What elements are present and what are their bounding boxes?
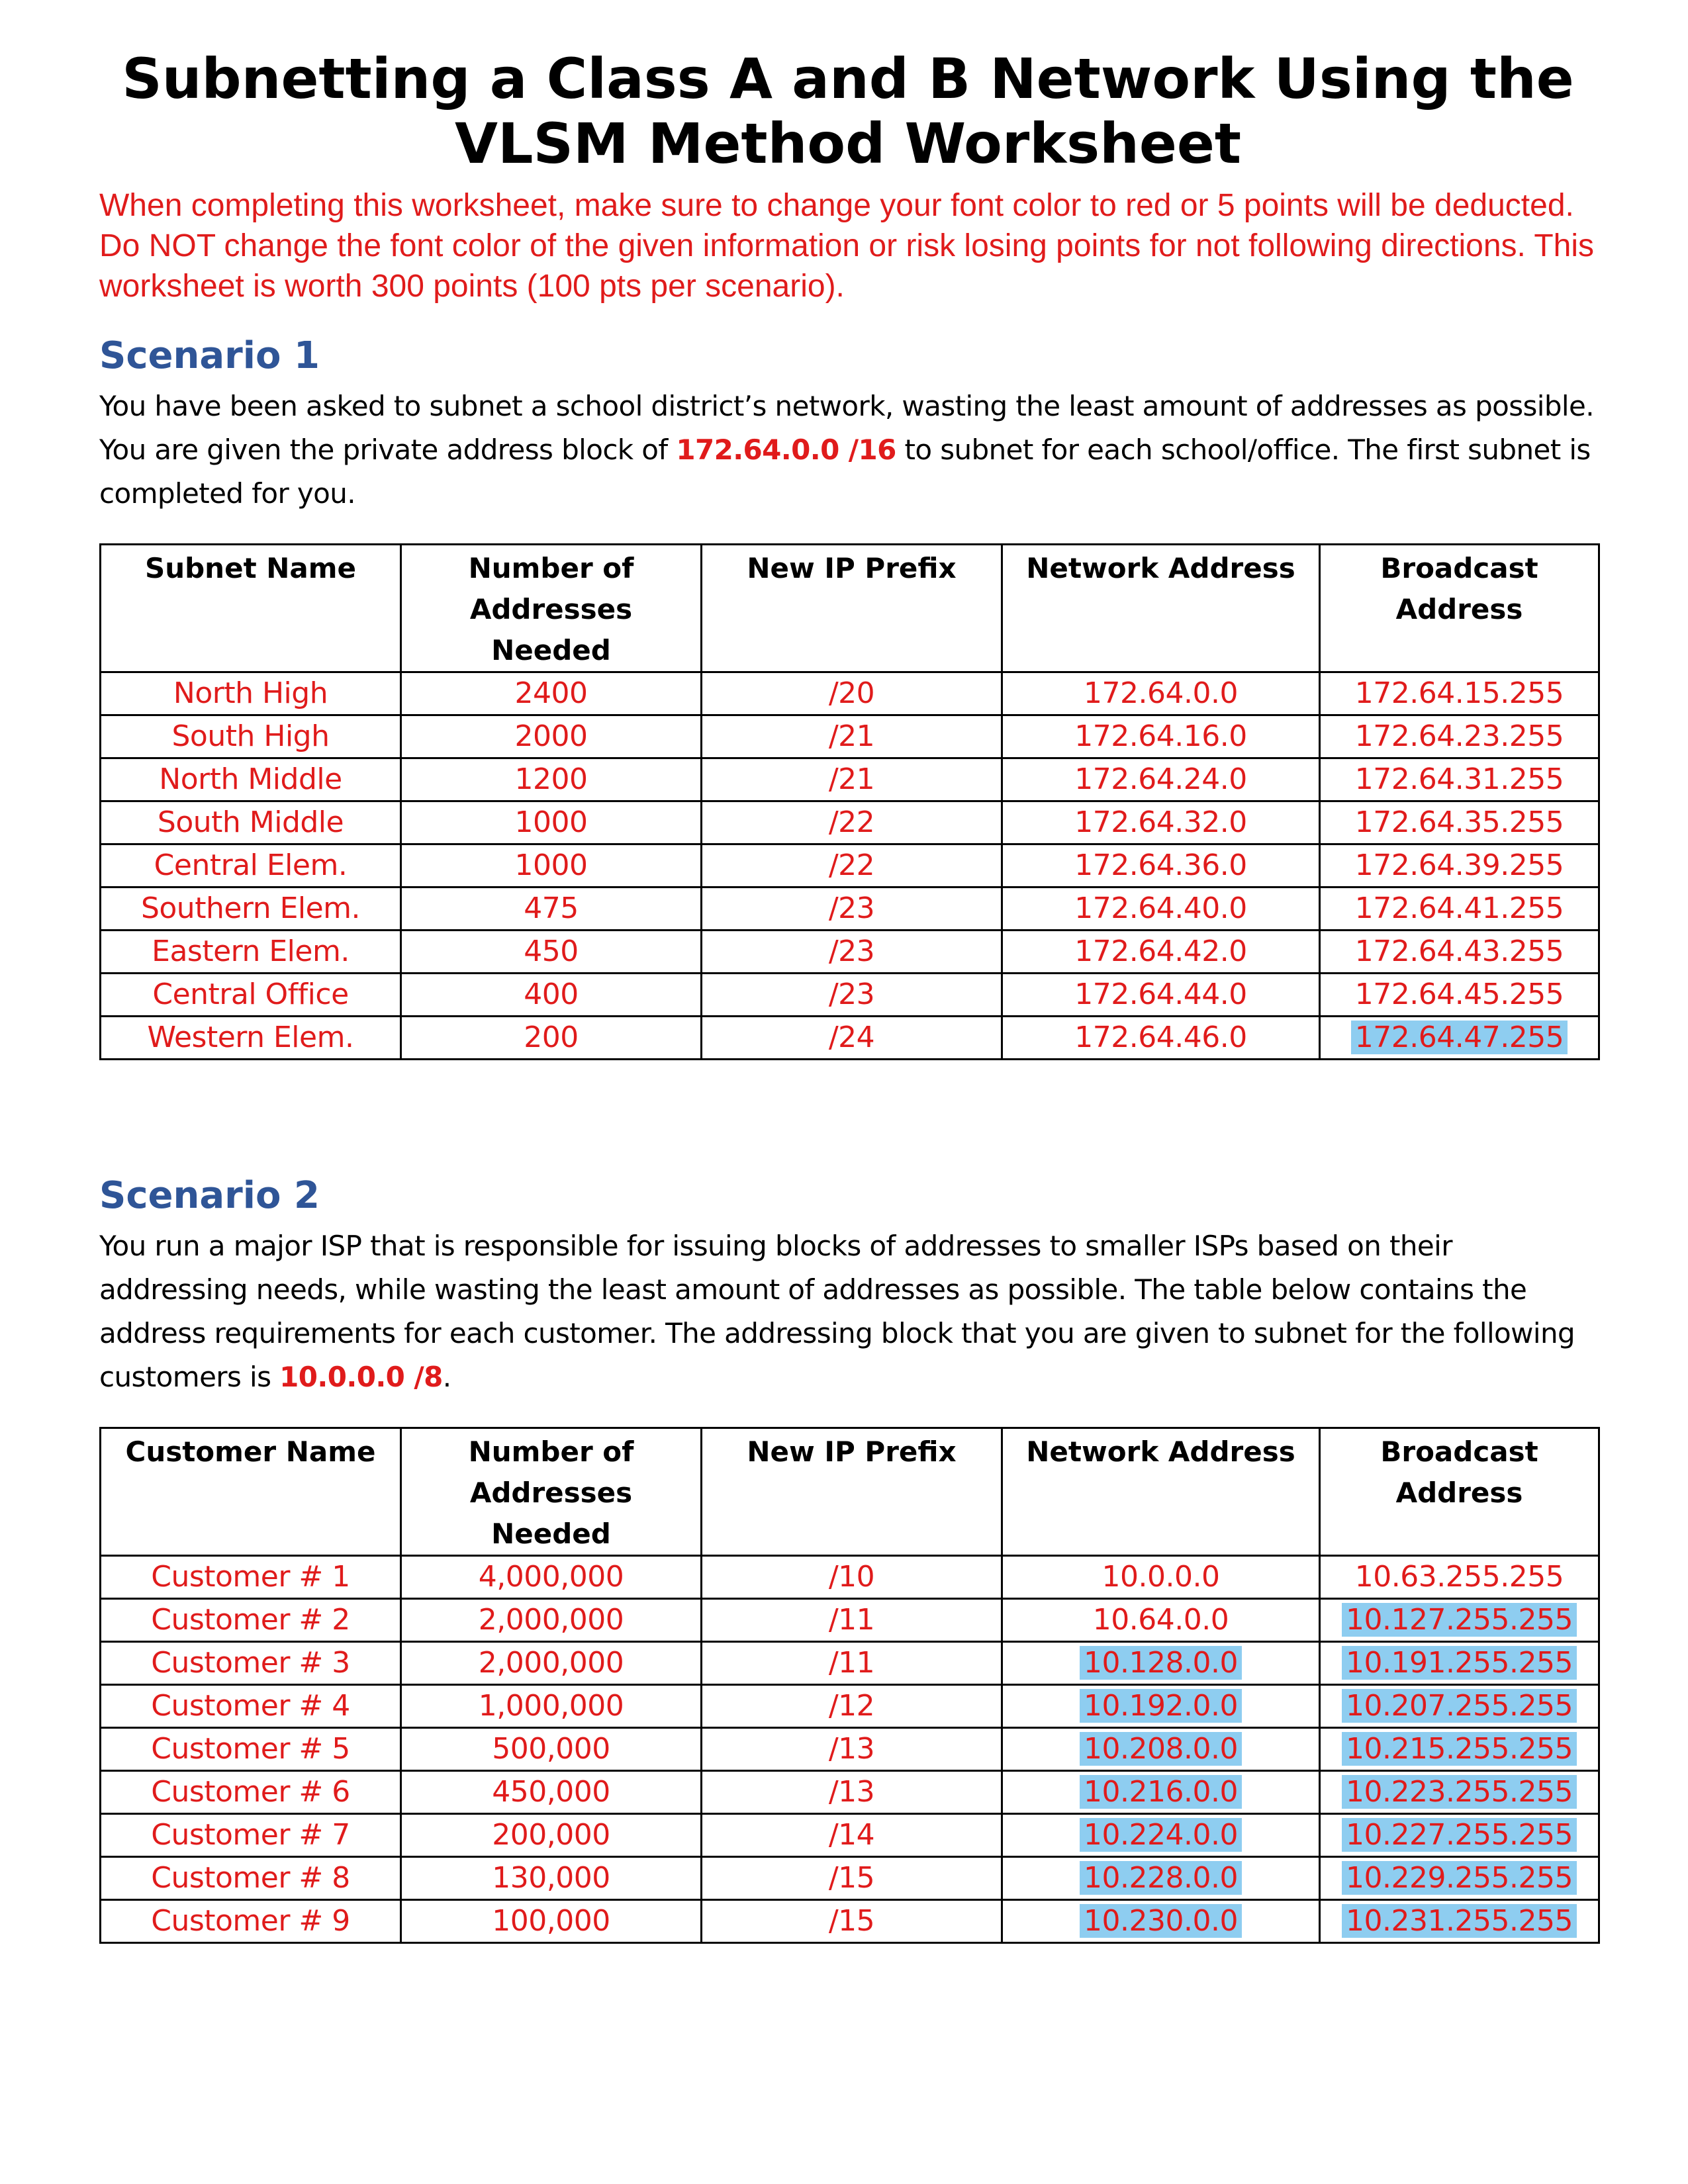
table-row bbox=[101, 801, 1599, 844]
table-cell[interactable]: 172.64.40.0 bbox=[1002, 887, 1320, 931]
table-cell[interactable] bbox=[1002, 1857, 1320, 1900]
table-cell[interactable]: 10.0.0.0 bbox=[1002, 1556, 1320, 1599]
selected-text[interactable]: 10.223.255.255 bbox=[1342, 1775, 1577, 1809]
scenario-1-text-after: to subnet for each school/office. The first subnet is completed for you. bbox=[99, 433, 1591, 510]
table-cell[interactable]: 172.64.39.255 bbox=[1320, 844, 1599, 887]
selected-text[interactable]: 10.224.0.0 bbox=[1080, 1818, 1242, 1852]
table-cell[interactable]: 4,000,000 bbox=[401, 1556, 702, 1599]
table-cell[interactable]: 450 bbox=[401, 931, 702, 974]
table-cell[interactable]: /21 bbox=[702, 758, 1002, 801]
table-row bbox=[101, 715, 1599, 758]
table-cell[interactable] bbox=[1320, 1771, 1599, 1814]
table-row bbox=[101, 672, 1599, 715]
table-row bbox=[101, 1685, 1599, 1728]
table-row bbox=[101, 1599, 1599, 1642]
table-cell[interactable]: 172.64.42.0 bbox=[1002, 931, 1320, 974]
table-cell[interactable]: South Middle bbox=[101, 801, 401, 844]
table-cell[interactable]: 200,000 bbox=[401, 1814, 702, 1857]
table-cell[interactable]: 2,000,000 bbox=[401, 1599, 702, 1642]
table-cell[interactable]: /12 bbox=[702, 1685, 1002, 1728]
table-row bbox=[101, 1556, 1599, 1599]
table-cell[interactable]: South High bbox=[101, 715, 401, 758]
selected-text[interactable]: 172.64.47.255 bbox=[1351, 1021, 1568, 1054]
column-header: Number of Addresses Needed bbox=[401, 545, 702, 672]
table-cell[interactable]: 500,000 bbox=[401, 1728, 702, 1771]
instructions-text: When completing this worksheet, make sure to change your font color to red or 5 points will be deducted. Do NOT change the font color of the given information or risk losing points for not following directions. This worksheet is worth 300 points (100 pts per scenario). bbox=[99, 188, 1595, 304]
table-row bbox=[101, 1857, 1599, 1900]
selected-text[interactable]: 10.128.0.0 bbox=[1080, 1646, 1242, 1680]
table-cell[interactable]: Central Office bbox=[101, 974, 401, 1017]
selected-text[interactable]: 10.228.0.0 bbox=[1080, 1861, 1242, 1895]
table-cell[interactable]: 1200 bbox=[401, 758, 702, 801]
table-cell[interactable]: /20 bbox=[702, 672, 1002, 715]
table-cell[interactable]: Customer # 2 bbox=[101, 1599, 401, 1642]
table-cell[interactable]: 172.64.15.255 bbox=[1320, 672, 1599, 715]
table-cell[interactable] bbox=[1320, 1685, 1599, 1728]
table-cell[interactable]: /23 bbox=[702, 887, 1002, 931]
table-cell[interactable]: 172.64.46.0 bbox=[1002, 1017, 1320, 1060]
table-cell[interactable]: 172.64.16.0 bbox=[1002, 715, 1320, 758]
selected-text[interactable]: 10.227.255.255 bbox=[1342, 1818, 1577, 1852]
table-cell[interactable]: /22 bbox=[702, 801, 1002, 844]
table-cell[interactable]: 172.64.43.255 bbox=[1320, 931, 1599, 974]
scenario-1-heading: Scenario 1 bbox=[99, 334, 320, 377]
table-cell[interactable]: Customer # 6 bbox=[101, 1771, 401, 1814]
table-cell[interactable]: 2400 bbox=[401, 672, 702, 715]
column-header: Broadcast Address bbox=[1320, 545, 1599, 672]
table-cell[interactable] bbox=[1320, 1857, 1599, 1900]
table-cell[interactable]: /11 bbox=[702, 1599, 1002, 1642]
table-cell[interactable]: 2000 bbox=[401, 715, 702, 758]
worksheet-page bbox=[99, 46, 1597, 1944]
table-cell[interactable]: 200 bbox=[401, 1017, 702, 1060]
scenario-2-text-before: You run a major ISP that is responsible for issuing blocks of addresses to smaller ISPs based on their addressing needs, while wasting the least amount of addresses as possible. The table below contains the address requirements for each customer. The addressing block that you are given to subnet for the following customers is bbox=[99, 1230, 1575, 1393]
selected-text[interactable]: 10.216.0.0 bbox=[1080, 1775, 1242, 1809]
table-cell[interactable] bbox=[1320, 1642, 1599, 1685]
table-cell[interactable]: 172.64.24.0 bbox=[1002, 758, 1320, 801]
table-row bbox=[101, 1814, 1599, 1857]
table-cell[interactable]: North Middle bbox=[101, 758, 401, 801]
table-cell[interactable]: /14 bbox=[702, 1814, 1002, 1857]
table-cell[interactable]: 400 bbox=[401, 974, 702, 1017]
table-cell[interactable]: 172.64.45.255 bbox=[1320, 974, 1599, 1017]
scenario-2-heading: Scenario 2 bbox=[99, 1174, 320, 1217]
table-row bbox=[101, 844, 1599, 887]
table-row bbox=[101, 974, 1599, 1017]
column-header: New IP Prefix bbox=[702, 545, 1002, 672]
table-header-row bbox=[101, 1428, 1599, 1556]
table-cell[interactable]: 10.63.255.255 bbox=[1320, 1556, 1599, 1599]
table-cell[interactable]: Eastern Elem. bbox=[101, 931, 401, 974]
table-cell[interactable] bbox=[1320, 1599, 1599, 1642]
scenario-2-table bbox=[99, 1427, 1600, 1944]
table-row bbox=[101, 931, 1599, 974]
table-cell[interactable]: Southern Elem. bbox=[101, 887, 401, 931]
selected-text[interactable]: 10.127.255.255 bbox=[1342, 1603, 1577, 1637]
section-spacer bbox=[99, 1060, 1597, 1146]
table-cell[interactable]: Customer # 7 bbox=[101, 1814, 401, 1857]
table-cell[interactable]: 172.64.36.0 bbox=[1002, 844, 1320, 887]
scenario-1-table bbox=[99, 543, 1600, 1060]
table-cell[interactable]: 475 bbox=[401, 887, 702, 931]
column-header: New IP Prefix bbox=[702, 1428, 1002, 1556]
scenario-1-description bbox=[99, 385, 1597, 516]
table-cell[interactable]: 1,000,000 bbox=[401, 1685, 702, 1728]
table-cell[interactable]: /11 bbox=[702, 1642, 1002, 1685]
table-cell[interactable]: Customer # 9 bbox=[101, 1900, 401, 1943]
selected-text[interactable]: 10.231.255.255 bbox=[1342, 1904, 1577, 1938]
column-header: Network Address bbox=[1002, 1428, 1320, 1556]
table-row bbox=[101, 1900, 1599, 1943]
column-header: Customer Name bbox=[101, 1428, 401, 1556]
table-cell[interactable]: 1000 bbox=[401, 801, 702, 844]
table-cell[interactable] bbox=[1320, 1814, 1599, 1857]
table-cell[interactable] bbox=[1002, 1642, 1320, 1685]
table-cell[interactable]: Customer # 1 bbox=[101, 1556, 401, 1599]
table-cell[interactable]: /13 bbox=[702, 1771, 1002, 1814]
table-cell[interactable] bbox=[1002, 1814, 1320, 1857]
table-cell[interactable]: /22 bbox=[702, 844, 1002, 887]
selected-text[interactable]: 10.208.0.0 bbox=[1080, 1732, 1242, 1766]
table-row bbox=[101, 1642, 1599, 1685]
table-cell[interactable] bbox=[1002, 1728, 1320, 1771]
scenario-2-description bbox=[99, 1224, 1597, 1399]
table-cell[interactable] bbox=[1002, 1900, 1320, 1943]
table-cell[interactable]: Customer # 4 bbox=[101, 1685, 401, 1728]
scenario-1-text-before: You have been asked to subnet a school district’s network, wasting the least amount of addresses as possible. You are given the private address block of bbox=[99, 390, 1594, 466]
table-row bbox=[101, 1728, 1599, 1771]
table-cell[interactable]: 10.64.0.0 bbox=[1002, 1599, 1320, 1642]
table-cell[interactable]: North High bbox=[101, 672, 401, 715]
table-cell[interactable]: /10 bbox=[702, 1556, 1002, 1599]
table-cell[interactable]: 172.64.23.255 bbox=[1320, 715, 1599, 758]
table-cell[interactable]: Central Elem. bbox=[101, 844, 401, 887]
table-cell[interactable]: 1000 bbox=[401, 844, 702, 887]
table-cell[interactable]: /23 bbox=[702, 931, 1002, 974]
table-row bbox=[101, 758, 1599, 801]
table-cell[interactable]: /13 bbox=[702, 1728, 1002, 1771]
selected-text[interactable]: 10.191.255.255 bbox=[1342, 1646, 1577, 1680]
selected-text[interactable]: 10.192.0.0 bbox=[1080, 1689, 1242, 1723]
selected-text[interactable]: 10.229.255.255 bbox=[1342, 1861, 1577, 1895]
scenario-1-address-block: 172.64.0.0 /16 bbox=[676, 433, 896, 466]
selected-text[interactable]: 10.215.255.255 bbox=[1342, 1732, 1577, 1766]
table-cell[interactable]: 172.64.31.255 bbox=[1320, 758, 1599, 801]
table-cell[interactable]: 130,000 bbox=[401, 1857, 702, 1900]
selected-text[interactable]: 10.230.0.0 bbox=[1080, 1904, 1242, 1938]
table-cell[interactable]: Western Elem. bbox=[101, 1017, 401, 1060]
table-cell[interactable] bbox=[1320, 1017, 1599, 1060]
table-cell[interactable] bbox=[1002, 1685, 1320, 1728]
table-cell[interactable] bbox=[1320, 1728, 1599, 1771]
table-cell[interactable]: Customer # 8 bbox=[101, 1857, 401, 1900]
column-header: Number of Addresses Needed bbox=[401, 1428, 702, 1556]
table-cell[interactable]: /15 bbox=[702, 1900, 1002, 1943]
table-cell[interactable]: /21 bbox=[702, 715, 1002, 758]
table-cell[interactable]: 172.64.32.0 bbox=[1002, 801, 1320, 844]
table-cell[interactable]: 2,000,000 bbox=[401, 1642, 702, 1685]
table-cell[interactable]: 172.64.44.0 bbox=[1002, 974, 1320, 1017]
table-cell[interactable] bbox=[1320, 1900, 1599, 1943]
table-cell[interactable]: /15 bbox=[702, 1857, 1002, 1900]
table-cell[interactable]: 172.64.35.255 bbox=[1320, 801, 1599, 844]
table-cell[interactable]: Customer # 3 bbox=[101, 1642, 401, 1685]
column-header: Broadcast Address bbox=[1320, 1428, 1599, 1556]
table-row bbox=[101, 887, 1599, 931]
table-cell[interactable]: /23 bbox=[702, 974, 1002, 1017]
table-cell[interactable]: 172.64.41.255 bbox=[1320, 887, 1599, 931]
table-header-row bbox=[101, 545, 1599, 672]
scenario-2-address-block: 10.0.0.0 /8 bbox=[279, 1361, 443, 1393]
table-cell[interactable] bbox=[1002, 1771, 1320, 1814]
selected-text[interactable]: 10.207.255.255 bbox=[1342, 1689, 1577, 1723]
page-title: Subnetting a Class A and B Network Using the VLSM Method Worksheet bbox=[122, 46, 1574, 176]
table-cell[interactable]: /24 bbox=[702, 1017, 1002, 1060]
table-cell[interactable]: 450,000 bbox=[401, 1771, 702, 1814]
table-row bbox=[101, 1771, 1599, 1814]
scenario-2-text-after: . bbox=[442, 1361, 451, 1393]
column-header: Subnet Name bbox=[101, 545, 401, 672]
column-header: Network Address bbox=[1002, 545, 1320, 672]
table-cell[interactable]: 100,000 bbox=[401, 1900, 702, 1943]
table-cell[interactable]: 172.64.0.0 bbox=[1002, 672, 1320, 715]
table-cell[interactable]: Customer # 5 bbox=[101, 1728, 401, 1771]
table-row bbox=[101, 1017, 1599, 1060]
